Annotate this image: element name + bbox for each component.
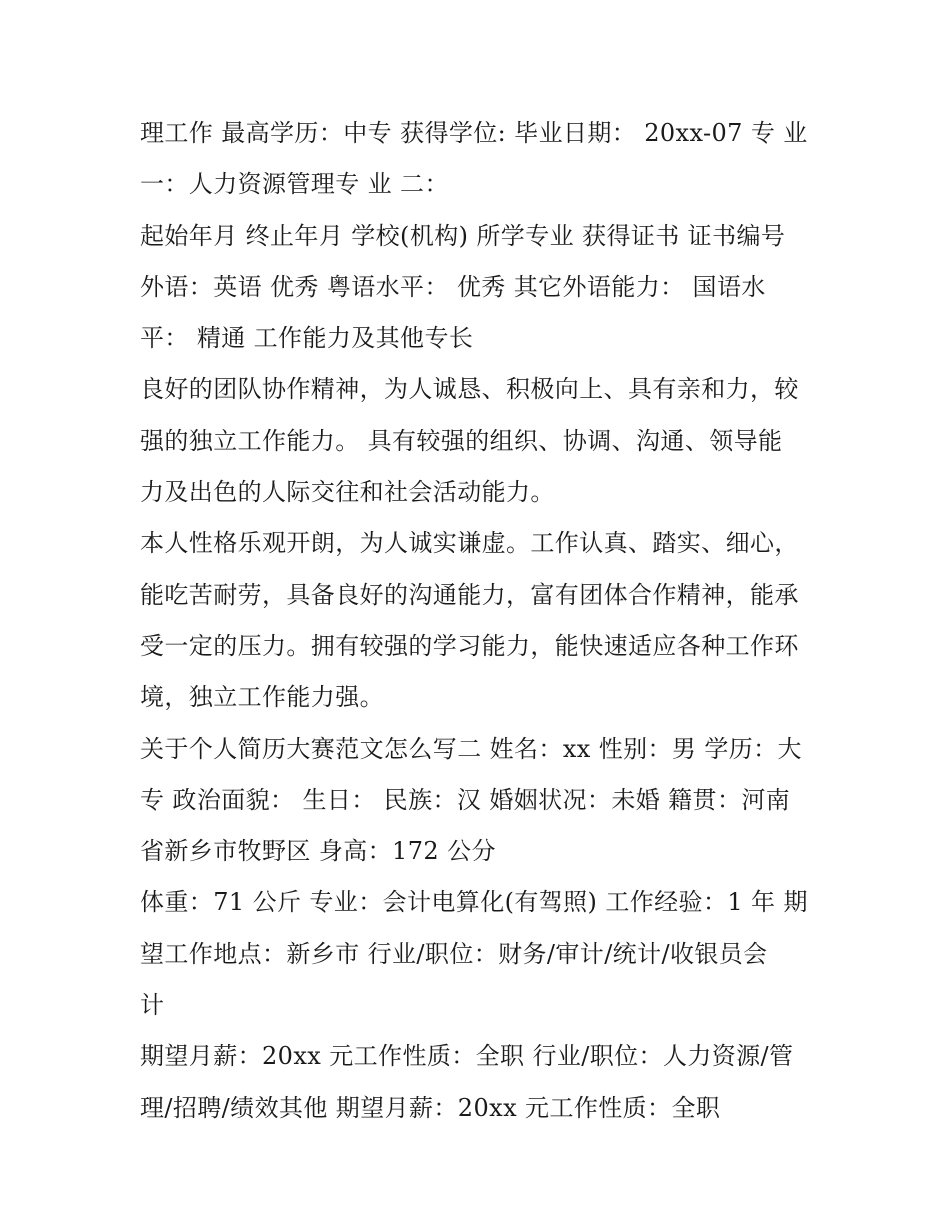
text-line: 平： 精通 工作能力及其他专长 <box>140 324 474 353</box>
text-line: 理工作 最高学历：中专 获得学位: 毕业日期： 20xx-07 专 业 <box>140 119 808 147</box>
document-body <box>140 108 830 1134</box>
text-line: 一：人力资源管理专 业 二： <box>140 170 449 199</box>
text-line: 外语：英语 优秀 粤语水平： 优秀 其它外语能力： 国语水 <box>140 272 766 301</box>
text-line: 受一定的压力。拥有较强的学习能力，能快速适应各种工作环 <box>140 631 799 660</box>
text-line: 力及出色的人际交往和社会活动能力。 <box>140 478 555 507</box>
text-line: 起始年月 终止年月 学校(机构) 所学专业 获得证书 证书编号 <box>140 221 786 250</box>
text-line: 理/招聘/绩效其他 期望月薪：20xx 元工作性质：全职 <box>140 1093 721 1122</box>
text-line: 本人性格乐观开朗，为人诚实谦虚。工作认真、踏实、细心， <box>140 529 799 558</box>
text-line: 关于个人简历大赛范文怎么写二 姓名：xx 性别：男 学历：大 <box>140 734 802 763</box>
text-line: 计 <box>140 991 165 1020</box>
text-line: 强的独立工作能力。 具有较强的组织、协调、沟通、领导能 <box>140 426 783 455</box>
text-line: 体重：71 公斤 专业：会计电算化(有驾照) 工作经验：1 年 期 <box>140 888 808 917</box>
text-line: 能吃苦耐劳，具备良好的沟通能力，富有团体合作精神，能承 <box>140 580 799 609</box>
text-line: 专 政治面貌： 生日： 民族：汉 婚姻状况：未婚 籍贯：河南 <box>140 785 791 814</box>
text-line: 境，独立工作能力强。 <box>140 683 384 712</box>
text-line: 省新乡市牧野区 身高：172 公分 <box>140 837 496 866</box>
text-line: 期望月薪：20xx 元工作性质：全职 行业/职位：人力资源/管 <box>140 1042 794 1071</box>
text-line: 望工作地点：新乡市 行业/职位：财务/审计/统计/收银员会 <box>140 939 768 968</box>
text-line: 良好的团队协作精神，为人诚恳、积极向上、具有亲和力，较 <box>140 375 799 404</box>
